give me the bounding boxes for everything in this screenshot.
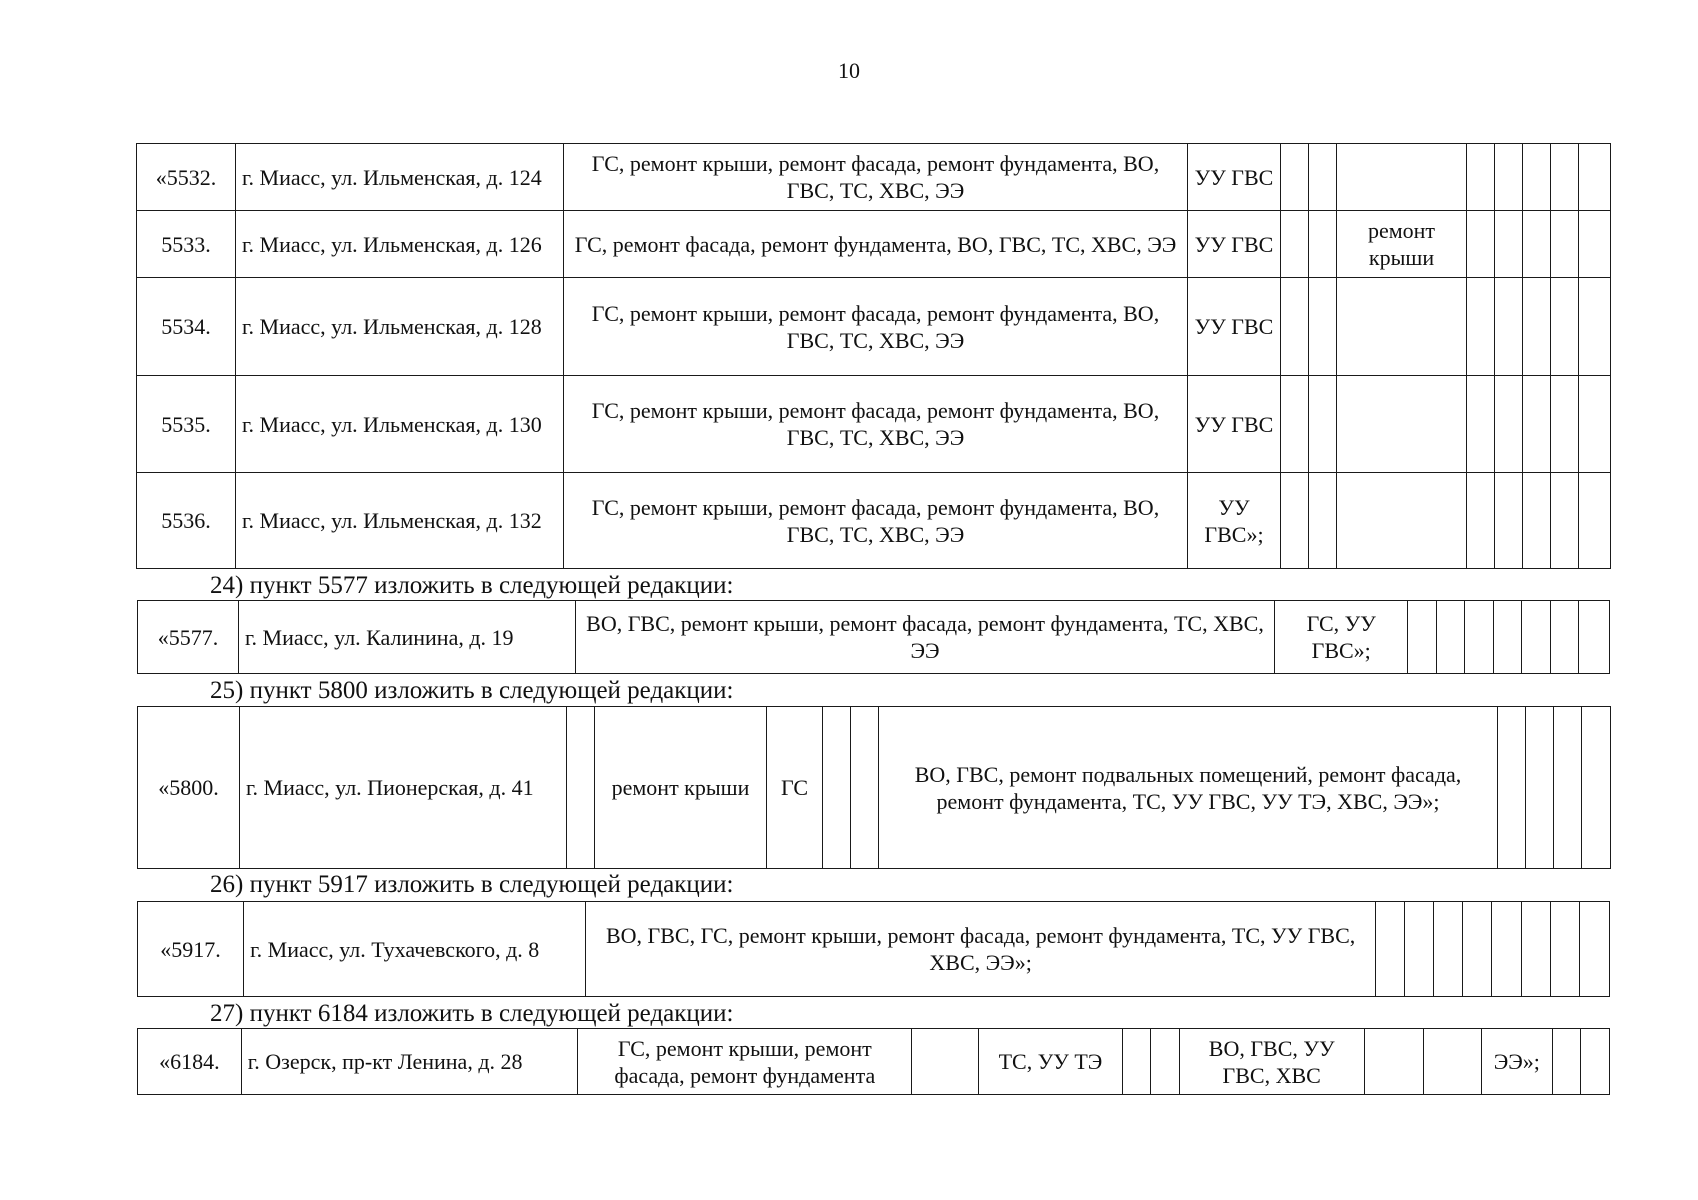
empty-cell xyxy=(1493,601,1522,674)
empty-cell xyxy=(1375,902,1404,997)
metering-cell: УУ ГВС»; xyxy=(1188,473,1281,569)
table-item-5917 xyxy=(137,901,1610,997)
ts-cell: ТС, УУ ТЭ xyxy=(979,1029,1122,1095)
empty-cell xyxy=(1582,707,1611,869)
address-cell: г. Озерск, пр-кт Ленина, д. 28 xyxy=(241,1029,578,1095)
row-number: 5536. xyxy=(137,473,236,569)
empty-cell xyxy=(1551,473,1579,569)
works-cell: ВО, ГВС, ГС, ремонт крыши, ремонт фасада, ремонт фундамента, ТС, УУ ГВС, ХВС, ЭЭ»; xyxy=(586,902,1376,997)
empty-cell xyxy=(1408,601,1437,674)
address-cell: г. Миасс, ул. Пионерская, д. 41 xyxy=(240,707,567,869)
empty-cell xyxy=(1151,1029,1179,1095)
empty-cell xyxy=(1364,1029,1423,1095)
vo-gvs-cell: ВО, ГВС, УУ ГВС, ХВС xyxy=(1179,1029,1364,1095)
metering-cell: УУ ГВС xyxy=(1188,278,1281,376)
extra-work-cell: ремонт крыши xyxy=(1337,211,1467,278)
empty-cell xyxy=(1467,473,1495,569)
empty-cell xyxy=(912,1029,979,1095)
table-item-6184 xyxy=(137,1028,1610,1095)
address-cell: г. Миасс, ул. Калинина, д. 19 xyxy=(238,601,575,674)
empty-cell xyxy=(1579,278,1611,376)
empty-cell xyxy=(1495,211,1523,278)
extra-work-cell xyxy=(1337,144,1467,211)
metering-cell: УУ ГВС xyxy=(1188,376,1281,473)
row-number: «6184. xyxy=(138,1029,242,1095)
table-block-1 xyxy=(136,143,1611,569)
row-number: «5532. xyxy=(137,144,236,211)
empty-cell xyxy=(823,707,851,869)
row-number: 5535. xyxy=(137,376,236,473)
empty-cell xyxy=(1579,144,1611,211)
empty-cell xyxy=(1309,144,1337,211)
address-cell: г. Миасс, ул. Тухачевского, д. 8 xyxy=(244,902,586,997)
table-row xyxy=(138,601,1610,674)
amendment-intro-25: 25) пункт 5800 изложить в следующей редакции: xyxy=(210,677,734,704)
works-cell: ГС, ремонт фасада, ремонт фундамента, ВО, ГВС, ТС, ХВС, ЭЭ xyxy=(564,211,1188,278)
extra-work-cell xyxy=(1337,376,1467,473)
amendment-intro-26: 26) пункт 5917 изложить в следующей редакции: xyxy=(210,871,734,898)
empty-cell xyxy=(1467,144,1495,211)
extra-work-cell xyxy=(1337,278,1467,376)
metering-cell: УУ ГВС xyxy=(1188,211,1281,278)
empty-cell xyxy=(851,707,879,869)
ee-cell: ЭЭ»; xyxy=(1481,1029,1552,1095)
table-row xyxy=(137,144,1611,211)
table-row xyxy=(137,278,1611,376)
works-cell: ГС, ремонт крыши, ремонт фасада, ремонт фундамента xyxy=(578,1029,912,1095)
empty-cell xyxy=(1521,902,1550,997)
empty-cell xyxy=(1467,211,1495,278)
empty-cell xyxy=(1465,601,1494,674)
row-number: «5917. xyxy=(138,902,244,997)
empty-cell xyxy=(1405,902,1434,997)
empty-cell xyxy=(1552,1029,1580,1095)
empty-cell xyxy=(1579,376,1611,473)
row-number: «5800. xyxy=(138,707,240,869)
empty-cell xyxy=(1551,376,1579,473)
empty-cell xyxy=(1281,211,1309,278)
empty-cell xyxy=(1551,278,1579,376)
empty-cell xyxy=(1579,601,1610,674)
table-row xyxy=(137,473,1611,569)
empty-cell xyxy=(1498,707,1526,869)
works-cell: ВО, ГВС, ремонт крыши, ремонт фасада, ремонт фундамента, ТС, ХВС, ЭЭ xyxy=(575,601,1275,674)
empty-cell xyxy=(1434,902,1463,997)
roof-repair-cell: ремонт крыши xyxy=(595,707,767,869)
table-row xyxy=(137,376,1611,473)
empty-cell xyxy=(1522,601,1551,674)
table-item-5800 xyxy=(137,706,1611,869)
empty-cell xyxy=(1467,278,1495,376)
empty-cell xyxy=(1495,473,1523,569)
empty-cell xyxy=(1526,707,1554,869)
empty-cell xyxy=(1579,211,1611,278)
page-number: 10 xyxy=(838,58,860,83)
table-row xyxy=(138,707,1611,869)
empty-cell xyxy=(1309,211,1337,278)
empty-cell xyxy=(1523,211,1551,278)
empty-cell xyxy=(1281,278,1309,376)
table-item-5577 xyxy=(137,600,1610,674)
empty-cell xyxy=(567,707,595,869)
empty-cell xyxy=(1495,376,1523,473)
empty-cell xyxy=(1281,473,1309,569)
extra-work-cell xyxy=(1337,473,1467,569)
empty-cell xyxy=(1581,1029,1610,1095)
empty-cell xyxy=(1281,376,1309,473)
empty-cell xyxy=(1492,902,1521,997)
empty-cell xyxy=(1523,376,1551,473)
works-cell: ГС, ремонт крыши, ремонт фасада, ремонт фундамента, ВО, ГВС, ТС, ХВС, ЭЭ xyxy=(564,473,1188,569)
empty-cell xyxy=(1551,144,1579,211)
empty-cell xyxy=(1523,473,1551,569)
empty-cell xyxy=(1281,144,1309,211)
empty-cell xyxy=(1309,278,1337,376)
row-number: 5533. xyxy=(137,211,236,278)
empty-cell xyxy=(1467,376,1495,473)
address-cell: г. Миасс, ул. Ильменская, д. 128 xyxy=(236,278,564,376)
empty-cell xyxy=(1579,902,1609,997)
empty-cell xyxy=(1523,144,1551,211)
metering-cell: ГС, УУ ГВС»; xyxy=(1275,601,1408,674)
table-row xyxy=(138,902,1610,997)
address-cell: г. Миасс, ул. Ильменская, д. 124 xyxy=(236,144,564,211)
works-cell: ГС, ремонт крыши, ремонт фасада, ремонт фундамента, ВО, ГВС, ТС, ХВС, ЭЭ xyxy=(564,144,1188,211)
table-row xyxy=(137,211,1611,278)
works-cell: ГС, ремонт крыши, ремонт фасада, ремонт фундамента, ВО, ГВС, ТС, ХВС, ЭЭ xyxy=(564,376,1188,473)
empty-cell xyxy=(1495,144,1523,211)
works-cell: ВО, ГВС, ремонт подвальных помещений, ремонт фасада, ремонт фундамента, ТС, УУ ГВС, УУ ТЭ, ХВС, ЭЭ»; xyxy=(879,707,1498,869)
empty-cell xyxy=(1554,707,1582,869)
gs-cell: ГС xyxy=(767,707,823,869)
empty-cell xyxy=(1550,902,1579,997)
works-cell: ГС, ремонт крыши, ремонт фасада, ремонт фундамента, ВО, ГВС, ТС, ХВС, ЭЭ xyxy=(564,278,1188,376)
address-cell: г. Миасс, ул. Ильменская, д. 130 xyxy=(236,376,564,473)
amendment-intro-27: 27) пункт 6184 изложить в следующей редакции: xyxy=(210,1000,734,1027)
row-number: «5577. xyxy=(138,601,239,674)
address-cell: г. Миасс, ул. Ильменская, д. 126 xyxy=(236,211,564,278)
empty-cell xyxy=(1495,278,1523,376)
empty-cell xyxy=(1550,601,1579,674)
empty-cell xyxy=(1436,601,1465,674)
empty-cell xyxy=(1551,211,1579,278)
row-number: 5534. xyxy=(137,278,236,376)
metering-cell: УУ ГВС xyxy=(1188,144,1281,211)
empty-cell xyxy=(1579,473,1611,569)
table-row xyxy=(138,1029,1610,1095)
empty-cell xyxy=(1122,1029,1150,1095)
empty-cell xyxy=(1463,902,1492,997)
amendment-intro-24: 24) пункт 5577 изложить в следующей редакции: xyxy=(210,572,734,599)
address-cell: г. Миасс, ул. Ильменская, д. 132 xyxy=(236,473,564,569)
empty-cell xyxy=(1523,278,1551,376)
empty-cell xyxy=(1423,1029,1481,1095)
empty-cell xyxy=(1309,473,1337,569)
empty-cell xyxy=(1309,376,1337,473)
